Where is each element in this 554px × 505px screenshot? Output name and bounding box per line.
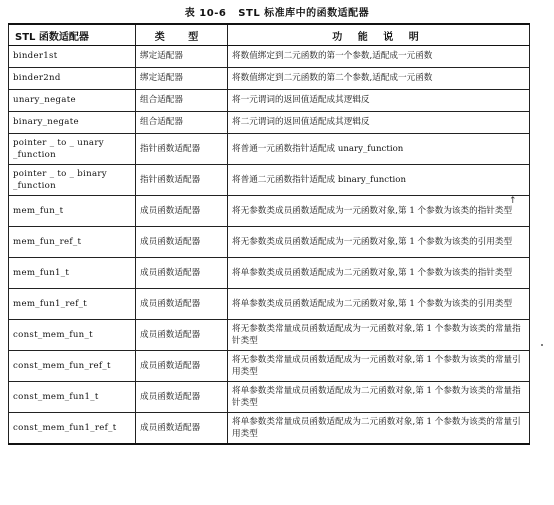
table-body xyxy=(9,46,530,445)
adapter-type: 绑定适配器 xyxy=(136,46,228,68)
adapter-table xyxy=(8,23,530,445)
adapter-type: 组合适配器 xyxy=(136,90,228,112)
table-row xyxy=(9,196,530,227)
table-row xyxy=(9,258,530,289)
adapter-description: 将无参数类成员函数适配成为一元函数对象,第 1 个参数为该类的指针类型 xyxy=(228,196,530,227)
adapter-type: 成员函数适配器 xyxy=(136,382,228,413)
table-row xyxy=(9,112,530,134)
adapter-description: 将单参数类常量成员函数适配成为二元函数对象,第 1 个参数为该类的常量引用类型 xyxy=(228,413,530,445)
header-row xyxy=(9,24,530,46)
table-row xyxy=(9,165,530,196)
table-row xyxy=(9,90,530,112)
adapter-description: 将无参数类常量成员函数适配成为一元函数对象,第 1 个参数为该类的常量指针类型 xyxy=(228,320,530,351)
adapter-type: 成员函数适配器 xyxy=(136,196,228,227)
adapter-name: const_mem_fun1_t xyxy=(9,382,136,413)
table-header xyxy=(9,24,530,46)
adapter-name: pointer _ to _ unary _function xyxy=(9,134,136,165)
header-adapter: STL 函数适配器 xyxy=(9,24,136,46)
table-row xyxy=(9,134,530,165)
adapter-type: 成员函数适配器 xyxy=(136,258,228,289)
adapter-type: 指针函数适配器 xyxy=(136,165,228,196)
adapter-description: 将普通一元函数指针适配成 unary_function xyxy=(228,134,530,165)
adapter-name: pointer _ to _ binary _function xyxy=(9,165,136,196)
adapter-type: 成员函数适配器 xyxy=(136,289,228,320)
adapter-name: mem_fun_t xyxy=(9,196,136,227)
adapter-name: mem_fun1_ref_t xyxy=(9,289,136,320)
header-description: 功 能 说 明 xyxy=(228,24,530,46)
adapter-name: binary_negate xyxy=(9,112,136,134)
adapter-name: mem_fun_ref_t xyxy=(9,227,136,258)
adapter-type: 成员函数适配器 xyxy=(136,320,228,351)
table-caption xyxy=(0,4,554,19)
adapter-name: binder1st xyxy=(9,46,136,68)
adapter-description: 将单参数类成员函数适配成为二元函数对象,第 1 个参数为该类的指针类型 xyxy=(228,258,530,289)
table-row xyxy=(9,320,530,351)
adapter-name: unary_negate xyxy=(9,90,136,112)
table-row xyxy=(9,351,530,382)
adapter-description: 将数值绑定到二元函数的第二个参数,适配成一元函数 xyxy=(228,68,530,90)
adapter-name: const_mem_fun1_ref_t xyxy=(9,413,136,445)
adapter-type: 指针函数适配器 xyxy=(136,134,228,165)
adapter-name: const_mem_fun_t xyxy=(9,320,136,351)
adapter-name: binder2nd xyxy=(9,68,136,90)
table-number: 表 10-6 xyxy=(184,8,227,19)
header-type: 类 型 xyxy=(136,24,228,46)
table-row xyxy=(9,413,530,445)
adapter-name: mem_fun1_t xyxy=(9,258,136,289)
scan-mark: ↑ xyxy=(509,196,517,206)
adapter-name: const_mem_fun_ref_t xyxy=(9,351,136,382)
adapter-description: 将单参数类常量成员函数适配成为二元函数对象,第 1 个参数为该类的常量指针类型 xyxy=(228,382,530,413)
table-row xyxy=(9,227,530,258)
table-row xyxy=(9,68,530,90)
adapter-type: 成员函数适配器 xyxy=(136,227,228,258)
table-title: STL 标准库中的函数适配器 xyxy=(238,8,370,19)
table-row xyxy=(9,289,530,320)
adapter-type: 组合适配器 xyxy=(136,112,228,134)
adapter-type: 成员函数适配器 xyxy=(136,413,228,445)
adapter-type: 成员函数适配器 xyxy=(136,351,228,382)
adapter-description: 将无参数类成员函数适配成为一元函数对象,第 1 个参数为该类的引用类型 xyxy=(228,227,530,258)
table-row xyxy=(9,382,530,413)
adapter-description: 将单参数类成员函数适配成为二元函数对象,第 1 个参数为该类的引用类型 xyxy=(228,289,530,320)
adapter-description: 将普通二元函数指针适配成 binary_function xyxy=(228,165,530,196)
adapter-description: 将二元谓词的返回值适配成其逻辑反 xyxy=(228,112,530,134)
adapter-description: 将一元谓词的返回值适配成其逻辑反 xyxy=(228,90,530,112)
table-row xyxy=(9,46,530,68)
adapter-description: 将无参数类常量成员函数适配成为一元函数对象,第 1 个参数为该类的常量引用类型 xyxy=(228,351,530,382)
adapter-type: 绑定适配器 xyxy=(136,68,228,90)
adapter-description: 将数值绑定到二元函数的第一个参数,适配成一元函数 xyxy=(228,46,530,68)
scan-dot xyxy=(541,344,543,346)
